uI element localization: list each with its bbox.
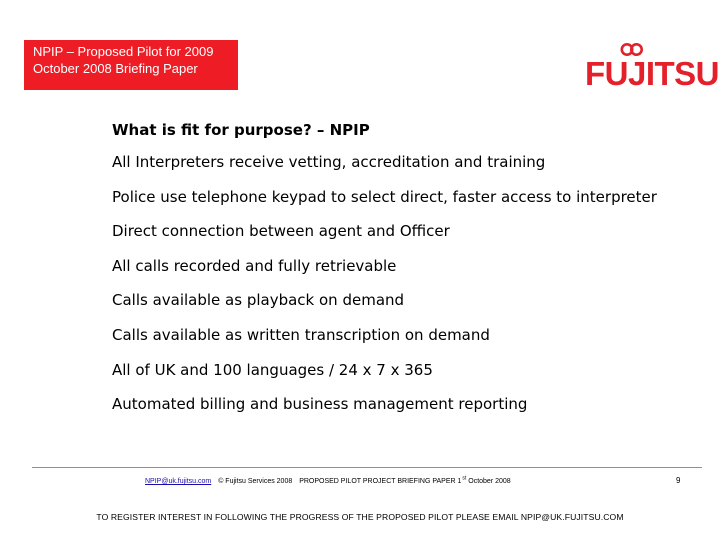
- list-item: Calls available as written transcription on demand: [112, 325, 490, 344]
- footer-paper-title: PROPOSED PILOT PROJECT BRIEFING PAPER 1: [299, 478, 462, 486]
- page-number: 9: [676, 476, 681, 485]
- title-box: [24, 40, 238, 90]
- footer-paper-date: October 2008: [468, 478, 511, 486]
- footer-email-link[interactable]: NPIP@uk.fujitsu.com: [145, 478, 212, 486]
- list-item: Calls available as playback on demand: [112, 291, 405, 310]
- title-line-1: NPIP – Proposed Pilot for 2009: [33, 44, 214, 59]
- list-item: Police use telephone keypad to select direct, faster access to interpreter: [112, 187, 657, 206]
- section-heading: What is fit for purpose? – NPIP: [112, 121, 370, 139]
- title-line-2: October 2008 Briefing Paper: [33, 61, 198, 76]
- list-item: All Interpreters receive vetting, accreditation and training: [112, 153, 546, 171]
- footer-copyright: © Fujitsu Services 2008: [218, 478, 293, 486]
- footer-paper-sup: st: [462, 476, 467, 482]
- fujitsu-logo: [585, 42, 720, 94]
- list-item: All of UK and 100 languages / 24 x 7 x 365: [112, 360, 433, 379]
- register-notice: TO REGISTER INTEREST IN FOLLOWING THE PROGRESS OF THE PROPOSED PILOT PLEASE EMAIL NPIP@UK.FUJITSU.COM: [96, 512, 624, 522]
- footer-paper: [299, 478, 515, 485]
- list-item: All calls recorded and fully retrievable: [112, 256, 397, 275]
- main-content: [112, 118, 712, 427]
- footer-divider: [32, 467, 702, 468]
- logo-text: FUJITSU: [585, 55, 720, 92]
- list-item: Direct connection between agent and Officer: [112, 222, 450, 241]
- list-item: Automated billing and business management reporting: [112, 395, 528, 414]
- footer-info: [145, 476, 521, 485]
